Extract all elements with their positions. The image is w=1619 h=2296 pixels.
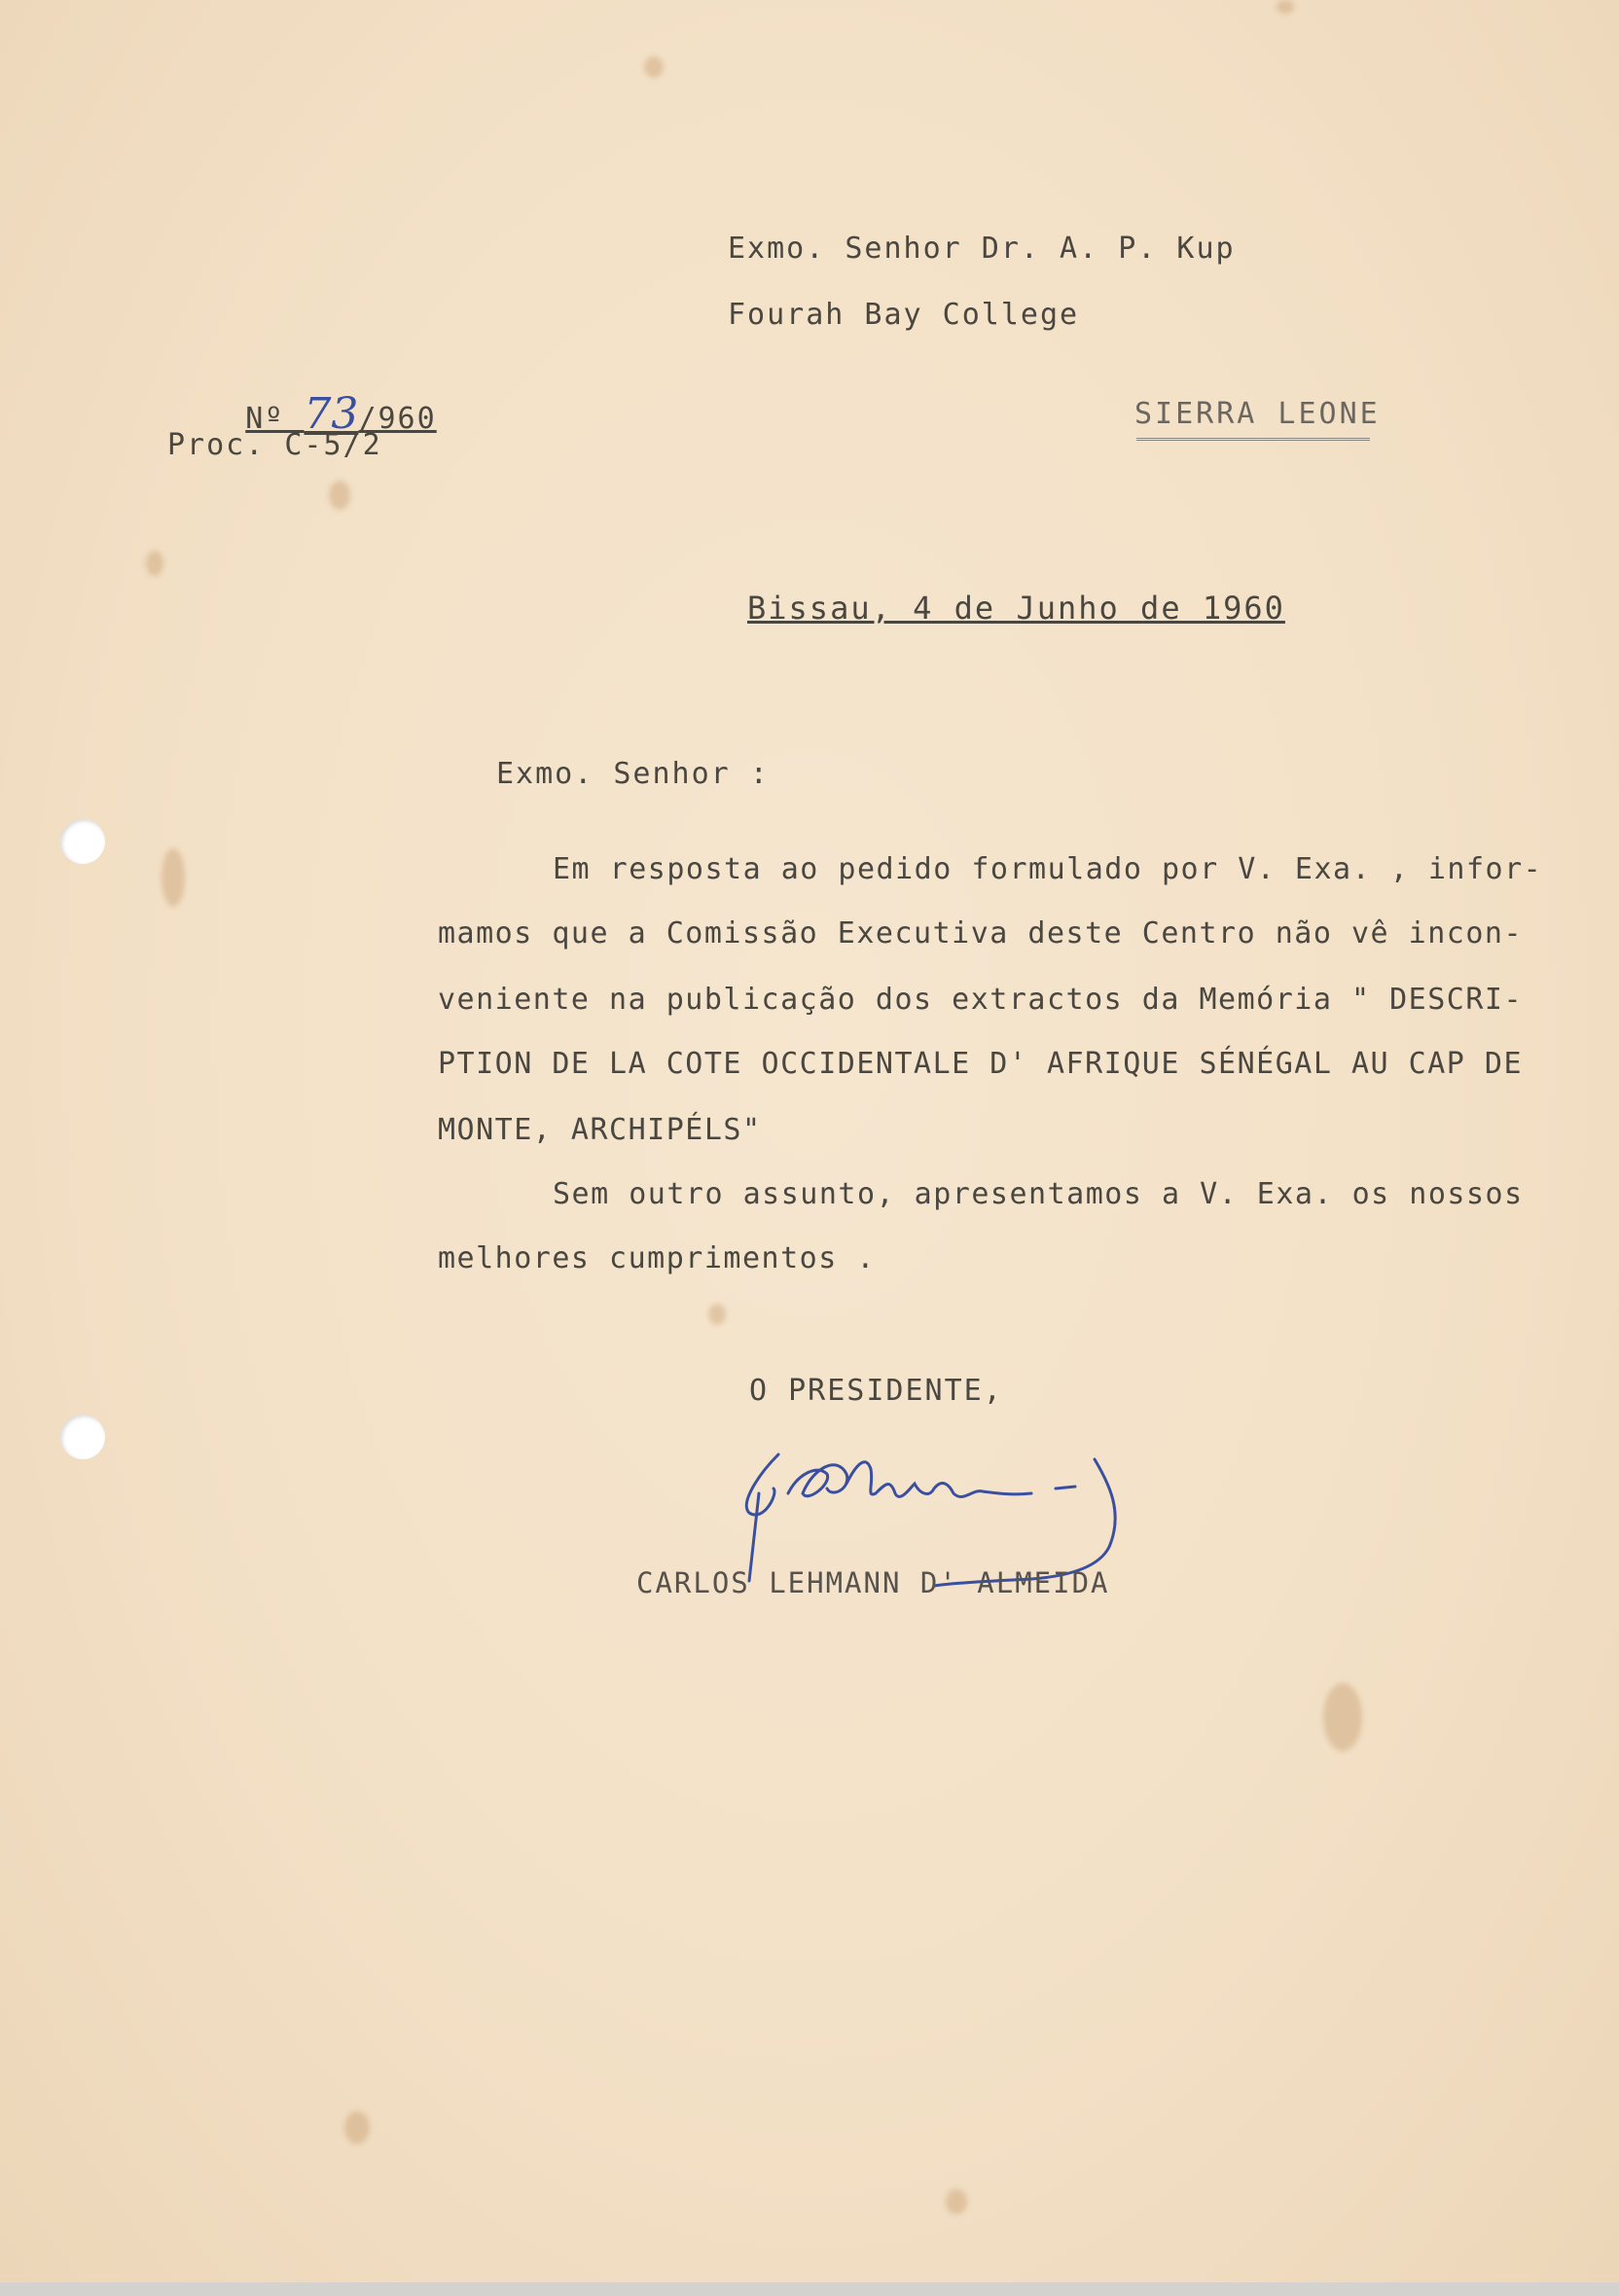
stain-spot [1323, 1683, 1362, 1751]
body-line: mamos que a Comissão Executiva deste Centro não vê incon- [438, 916, 1524, 951]
stain-spot [344, 2111, 370, 2144]
dateline: Bissau, 4 de Junho de 1960 [747, 590, 1285, 627]
stain-spot [146, 551, 163, 576]
salutation: Exmo. Senhor : [496, 757, 770, 791]
reference-number-handwritten: 73 [304, 389, 359, 439]
country-underline [1136, 438, 1370, 441]
body-line: melhores cumprimentos . [438, 1241, 876, 1275]
body-line: MONTE, ARCHIPÉLS" [438, 1113, 762, 1147]
recipient-institution: Fourah Bay College [728, 298, 1080, 332]
punch-hole-top [60, 819, 105, 864]
body-line: veniente na publicação dos extractos da Memória " DESCRI- [438, 983, 1524, 1017]
recipient-name: Exmo. Senhor Dr. A. P. Kup [728, 232, 1236, 266]
reference-number-year: /960 [358, 402, 437, 436]
stain-spot [1277, 0, 1294, 14]
recipient-country: SIERRA LEONE [1134, 397, 1381, 431]
closing-title: O PRESIDENTE, [749, 1374, 1003, 1408]
signatory-name: CARLOS LEHMANN D' ALMEIDA [636, 1566, 1110, 1599]
stain-spot [644, 56, 664, 78]
stain-spot [708, 1304, 726, 1325]
body-line: Sem outro assunto, apresentamos a V. Exa. os nossos [553, 1177, 1524, 1211]
stain-spot [946, 2189, 967, 2214]
scan-edge [0, 2282, 1619, 2296]
process-number: Proc. C-5/2 [167, 428, 382, 462]
punch-hole-bottom [60, 1415, 105, 1459]
body-line: PTION DE LA COTE OCCIDENTALE D' AFRIQUE SÉNÉGAL AU CAP DE [438, 1047, 1524, 1081]
body-line: Em resposta ao pedido formulado por V. Exa. , infor- [553, 852, 1543, 886]
stain-spot [329, 481, 350, 510]
stain-spot [162, 848, 185, 907]
reference-number-label: Nº [245, 402, 305, 436]
